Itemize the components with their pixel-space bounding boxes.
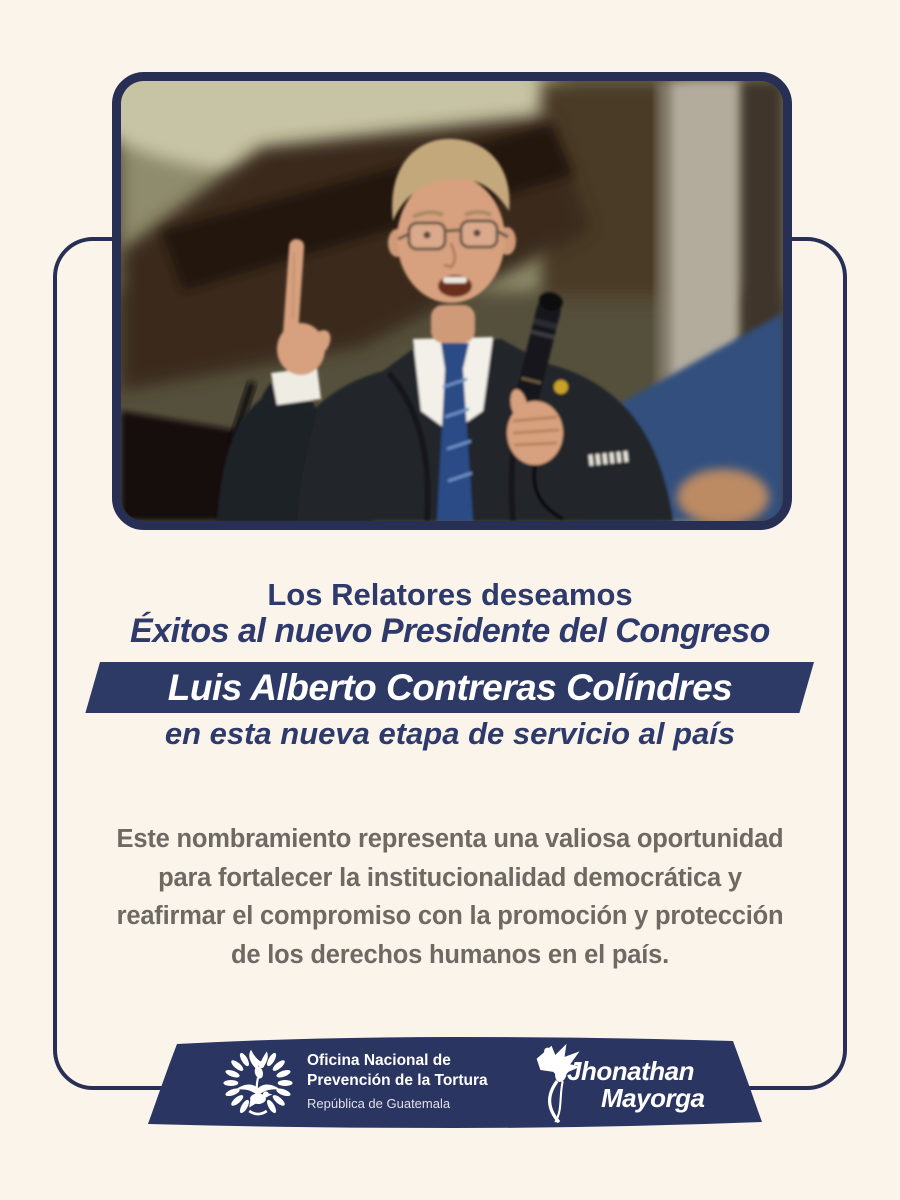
intro-text: Los Relatores deseamos: [267, 577, 633, 612]
org-line: Oficina Nacional de: [307, 1052, 451, 1069]
headline-top: Éxitos al nuevo Presidente del Congreso: [130, 612, 770, 650]
paragraph-line: para fortalecer la institucionalidad democrática y: [158, 863, 742, 892]
org-line: República de Guatemala: [307, 1096, 451, 1111]
paragraph-line: reafirmar el compromiso con la promoción y protección: [116, 902, 784, 930]
org-name-block: [307, 1051, 488, 1114]
body-paragraph: [0, 820, 900, 974]
org-line: Prevención de la Tortura: [307, 1072, 488, 1089]
signature-first-name: Jhonathan: [567, 1056, 694, 1086]
signature-block: [567, 1058, 704, 1112]
speaker-photo-illustration: [121, 81, 783, 521]
president-name: Luis Alberto Contreras Colíndres: [167, 667, 733, 708]
un-laurel-dove-emblem-icon: [223, 1045, 293, 1121]
paragraph-line: de los derechos humanos en el país.: [231, 940, 669, 969]
signature-last-name: Mayorga: [601, 1083, 705, 1113]
paragraph-line: Este nombramiento representa una valiosa oportunidad: [116, 825, 784, 853]
speaker-photo-card: [112, 72, 792, 530]
headline-bottom: en esta nueva etapa de servicio al país: [164, 716, 736, 751]
footer-ribbon: [147, 1036, 763, 1128]
